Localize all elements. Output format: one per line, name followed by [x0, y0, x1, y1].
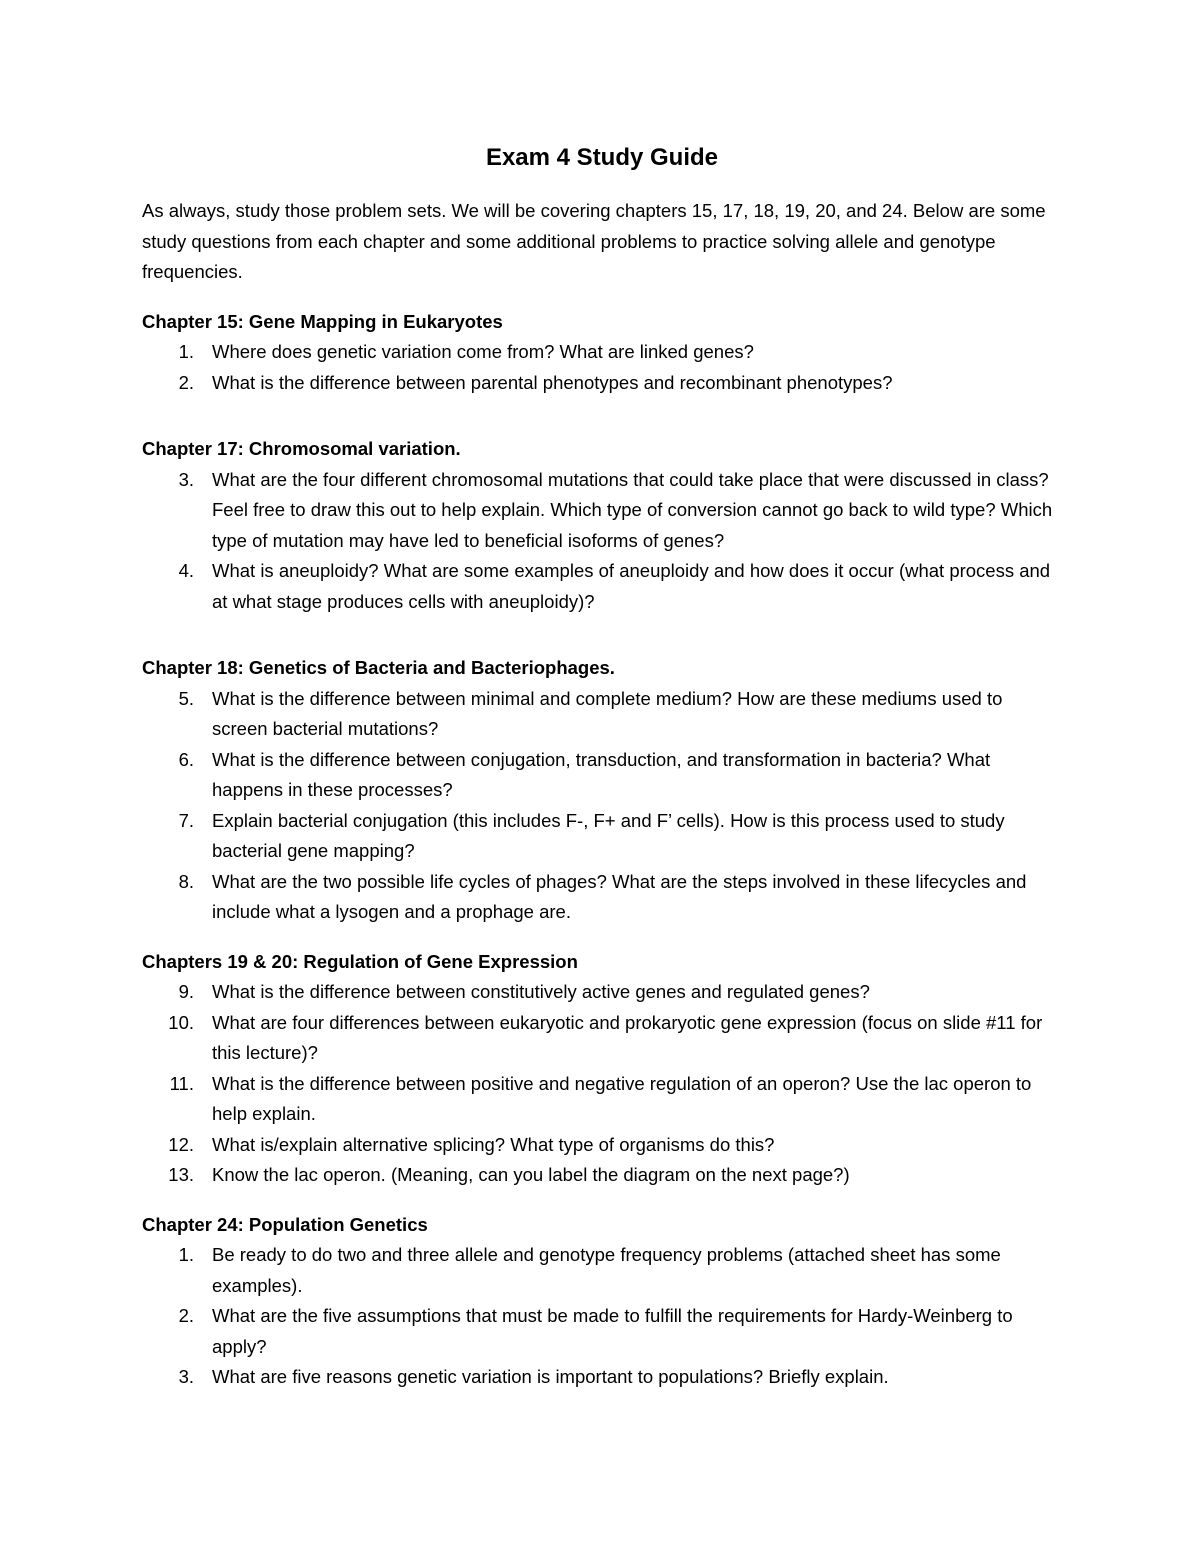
question-number: 12.: [168, 1133, 194, 1155]
chapter-heading: Chapter 17: Chromosomal variation.: [142, 438, 461, 459]
question-number: 1.: [178, 1244, 194, 1265]
question-item: [142, 556, 1062, 617]
question-number: 11.: [169, 1072, 194, 1094]
question-text: What are five reasons genetic variation is important to populations? Briefly explain.: [212, 1366, 889, 1387]
question-item: [142, 1069, 1062, 1130]
question-item: [142, 684, 1062, 745]
question-text: What is the difference between parental phenotypes and recombinant phenotypes?: [212, 371, 893, 393]
document-title: Exam 4 Study Guide: [485, 144, 719, 171]
question-item: [142, 465, 1062, 557]
question-number: 9.: [178, 981, 194, 1002]
question-text: What is aneuploidy? What are some examples of aneuploidy and how does it occur (what process and at what stage produces cells with aneuploidy)?: [212, 560, 1051, 612]
question-item: [142, 337, 1062, 368]
question-number: 7.: [178, 809, 194, 831]
chapter-section: [142, 307, 1062, 399]
question-number: 2.: [178, 371, 194, 393]
question-item: [142, 1130, 1062, 1161]
question-list: [142, 1240, 1062, 1393]
question-item: [142, 368, 1062, 399]
question-text: What is the difference between positive and negative regulation of an operon? Use the lac operon to help explain.: [212, 1072, 1032, 1124]
question-item: [142, 1160, 1062, 1191]
question-item: [142, 1301, 1062, 1362]
question-list: [142, 465, 1062, 618]
chapter-section: [142, 434, 1062, 617]
question-number: 1.: [178, 341, 194, 362]
question-number: 3.: [178, 1366, 194, 1387]
question-list: [142, 337, 1062, 398]
question-item: [142, 745, 1062, 806]
chapter-heading: Chapter 15: Gene Mapping in Eukaryotes: [142, 310, 503, 332]
chapter-heading: Chapter 24: Population Genetics: [142, 1213, 428, 1235]
question-text: Where does genetic variation come from? What are linked genes?: [212, 341, 754, 362]
question-text: What are the five assumptions that must be made to fulfill the requirements for Hardy-Weinberg to apply?: [212, 1305, 1013, 1357]
question-number: 6.: [178, 748, 194, 770]
question-item: [142, 1008, 1062, 1069]
question-text: What is the difference between constitutively active genes and regulated genes?: [212, 981, 870, 1002]
question-list: [142, 684, 1062, 928]
question-number: 3.: [178, 468, 194, 490]
question-number: 5.: [178, 687, 194, 709]
question-text: What is the difference between conjugation, transduction, and transformation in bacteria? What happens in these processes?: [212, 748, 991, 800]
question-text: What is/explain alternative splicing? What type of organisms do this?: [212, 1133, 775, 1155]
sections-container: [142, 307, 1062, 1393]
intro-paragraph: As always, study those problem sets. We will be covering chapters 15, 17, 18, 19, 20, and 24. Below are some study questions from each chapter and some additional problems to practice solving allele and genotype frequencies.: [142, 200, 1046, 282]
question-item: [142, 1240, 1062, 1301]
question-item: [142, 977, 1062, 1008]
question-number: 8.: [178, 870, 194, 892]
chapter-heading: Chapters 19 & 20: Regulation of Gene Expression: [142, 950, 578, 972]
question-item: [142, 867, 1062, 928]
question-text: What are the four different chromosomal mutations that could take place that were discussed in class? Feel free to draw this out to help explain. Which type of conversion cannot go back to wild type? Which type of mutation may have led to beneficial isoforms of genes?: [212, 468, 1053, 551]
question-number: 10.: [168, 1011, 194, 1033]
question-text: Be ready to do two and three allele and genotype frequency problems (attached sheet has some examples).: [212, 1244, 1001, 1296]
question-text: What is the difference between minimal and complete medium? How are these mediums used to screen bacterial mutations?: [212, 687, 1003, 739]
question-text: Explain bacterial conjugation (this includes F-, F+ and F’ cells). How is this process used to study bacterial gene mapping?: [212, 809, 1005, 861]
question-list: [142, 977, 1062, 1191]
question-item: [142, 1362, 1062, 1393]
chapter-heading: Chapter 18: Genetics of Bacteria and Bacteriophages.: [142, 657, 615, 678]
question-number: 13.: [168, 1164, 194, 1185]
question-text: What are four differences between eukaryotic and prokaryotic gene expression (focus on slide #11 for this lecture)?: [212, 1011, 1043, 1063]
chapter-section: [142, 653, 1062, 928]
document-page: [142, 140, 1062, 1412]
question-text: Know the lac operon. (Meaning, can you label the diagram on the next page?): [212, 1164, 850, 1185]
chapter-section: [142, 947, 1062, 1191]
question-item: [142, 806, 1062, 867]
question-number: 4.: [178, 560, 194, 581]
question-text: What are the two possible life cycles of phages? What are the steps involved in these lifecycles and include what a lysogen and a prophage are.: [212, 870, 1027, 922]
chapter-section: [142, 1210, 1062, 1393]
question-number: 2.: [178, 1305, 194, 1326]
